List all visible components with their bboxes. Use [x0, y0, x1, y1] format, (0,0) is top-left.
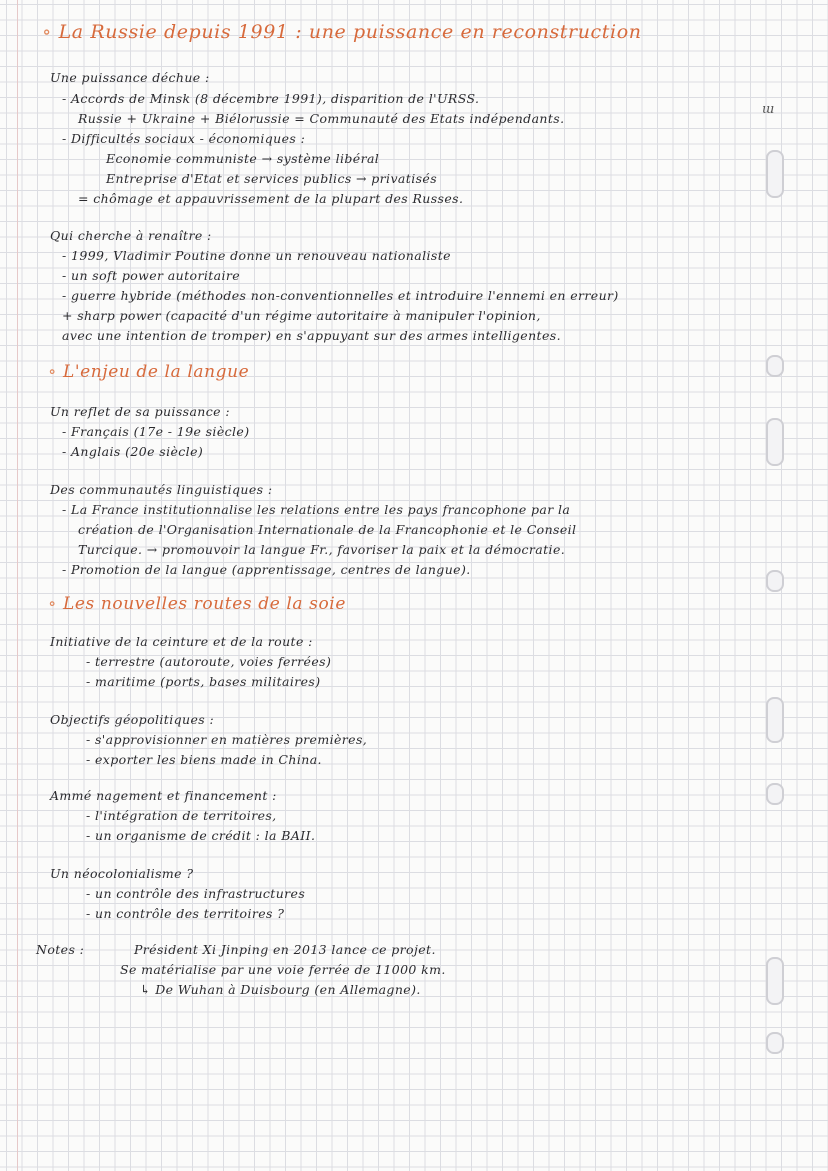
- note-line: - Difficultés sociaux - économiques :: [62, 131, 306, 146]
- note-line: Economie communiste → système libéral: [106, 151, 380, 166]
- note-line: Se matérialise par une voie ferrée de 11000 km.: [120, 962, 446, 977]
- note-line: + sharp power (capacité d'un régime autoritaire à manipuler l'opinion,: [62, 308, 541, 323]
- note-heading: Ammé nagement et financement :: [50, 788, 277, 803]
- note-line: - La France institutionnalise les relations entre les pays francophone par la: [62, 502, 571, 517]
- note-heading: Objectifs géopolitiques :: [50, 712, 215, 727]
- notes-label: Notes :: [36, 942, 85, 957]
- margin-mark: ա: [762, 102, 775, 117]
- note-line: - l'intégration de territoires,: [86, 808, 277, 823]
- note-line: - Français (17e - 19e siècle): [62, 424, 250, 439]
- note-heading: Un néocolonialisme ?: [50, 866, 194, 881]
- note-heading: Des communautés linguistiques :: [50, 482, 273, 497]
- note-line: Président Xi Jinping en 2013 lance ce projet.: [134, 942, 436, 957]
- note-line: avec une intention de tromper) en s'appuyant sur des armes intelligentes.: [62, 328, 561, 343]
- note-line: - s'approvisionner en matières premières,: [86, 732, 368, 747]
- page-title: ∘ La Russie depuis 1991 : une puissance en reconstruction: [42, 21, 642, 43]
- note-line: = chômage et appauvrissement de la plupart des Russes.: [78, 191, 464, 206]
- note-line: - exporter les biens made in China.: [86, 752, 322, 767]
- note-heading: Qui cherche à renaître :: [50, 228, 212, 243]
- note-line: - Promotion de la langue (apprentissage, centres de langue).: [62, 562, 471, 577]
- note-line: Russie + Ukraine + Biélorussie = Communauté des Etats indépendants.: [78, 111, 565, 126]
- note-line: - guerre hybride (méthodes non-conventionnelles et introduire l'ennemi en erreur): [62, 288, 619, 303]
- note-line: ↳ De Wuhan à Duisbourg (en Allemagne).: [140, 982, 421, 997]
- note-heading: Initiative de la ceinture et de la route :: [50, 634, 313, 649]
- note-line: - un contrôle des infrastructures: [86, 886, 306, 901]
- note-line: Turcique. → promouvoir la langue Fr., favoriser la paix et la démocratie.: [78, 542, 566, 557]
- note-line: Entreprise d'Etat et services publics → privatisés: [106, 171, 438, 186]
- note-line: - 1999, Vladimir Poutine donne un renouveau nationaliste: [62, 248, 451, 263]
- note-heading: Une puissance déchue :: [50, 70, 210, 85]
- note-heading: Un reflet de sa puissance :: [50, 404, 230, 419]
- note-line: - un contrôle des territoires ?: [86, 906, 285, 921]
- note-line: - terrestre (autoroute, voies ferrées): [86, 654, 332, 669]
- note-line: - Accords de Minsk (8 décembre 1991), disparition de l'URSS.: [62, 91, 480, 106]
- note-line: - maritime (ports, bases militaires): [86, 674, 321, 689]
- note-line: création de l'Organisation Internationale de la Francophonie et le Conseil: [78, 522, 577, 537]
- note-line: - un organisme de crédit : la BAII.: [86, 828, 316, 843]
- section-heading: ∘ Les nouvelles routes de la soie: [48, 594, 346, 614]
- section-heading: ∘ L'enjeu de la langue: [48, 362, 250, 382]
- note-line: - un soft power autoritaire: [62, 268, 241, 283]
- note-line: - Anglais (20e siècle): [62, 444, 204, 459]
